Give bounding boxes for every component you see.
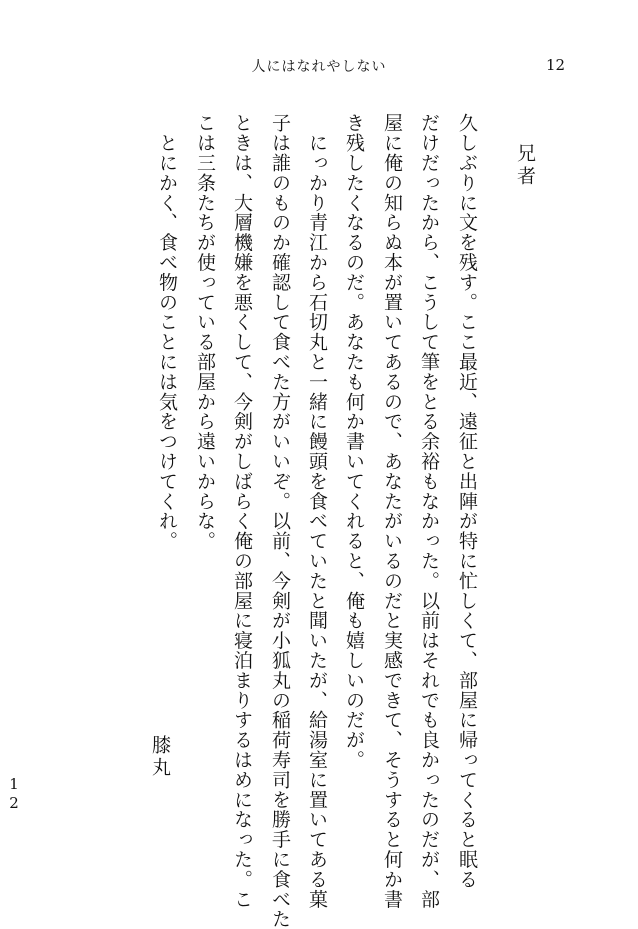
- body-line: とにかく、食べ物のことには気をつけてくれ。: [156, 113, 178, 551]
- body-line: ときは、大層機嫌を悪くして、今剣がしばらく俺の部屋に寝泊まりするはめになった。こ: [231, 113, 253, 909]
- body-line: 子は誰のものか確認して食べた方がいいぞ。以前、今剣が小狐丸の稲荷寿司を勝手に食べた: [269, 113, 291, 929]
- letter-signature: 膝丸: [149, 735, 171, 779]
- footer-page-number: 12: [5, 775, 23, 813]
- running-header-title: 人にはなれやしない: [251, 59, 387, 75]
- body-line: にっかり青江から石切丸と一緒に饅頭を食べていたと聞いたが、給湯室に置いてある菓: [306, 113, 328, 909]
- body-line: き残したくなるのだ。あなたも何か書いてくれると、俺も嬉しいのだが。: [343, 113, 365, 770]
- body-line: こは三条たちが使っている部屋から遠いからな。: [194, 113, 216, 551]
- letter-salutation: 兄者: [514, 143, 536, 189]
- body-line: 久しぶりに文を残す。ここ最近、遠征と出陣が特に忙しくて、部屋に帰ってくると眠る: [456, 113, 478, 890]
- header-page-number: 12: [546, 56, 566, 74]
- body-line: 屋に俺の知らぬ本が置いてあるので、あなたがいるのだと実感できて、そうすると何か書: [381, 113, 403, 909]
- body-line: だけだったから、こうして筆をとる余裕もなかった。以前はそれでも良かったのだが、部: [418, 113, 440, 909]
